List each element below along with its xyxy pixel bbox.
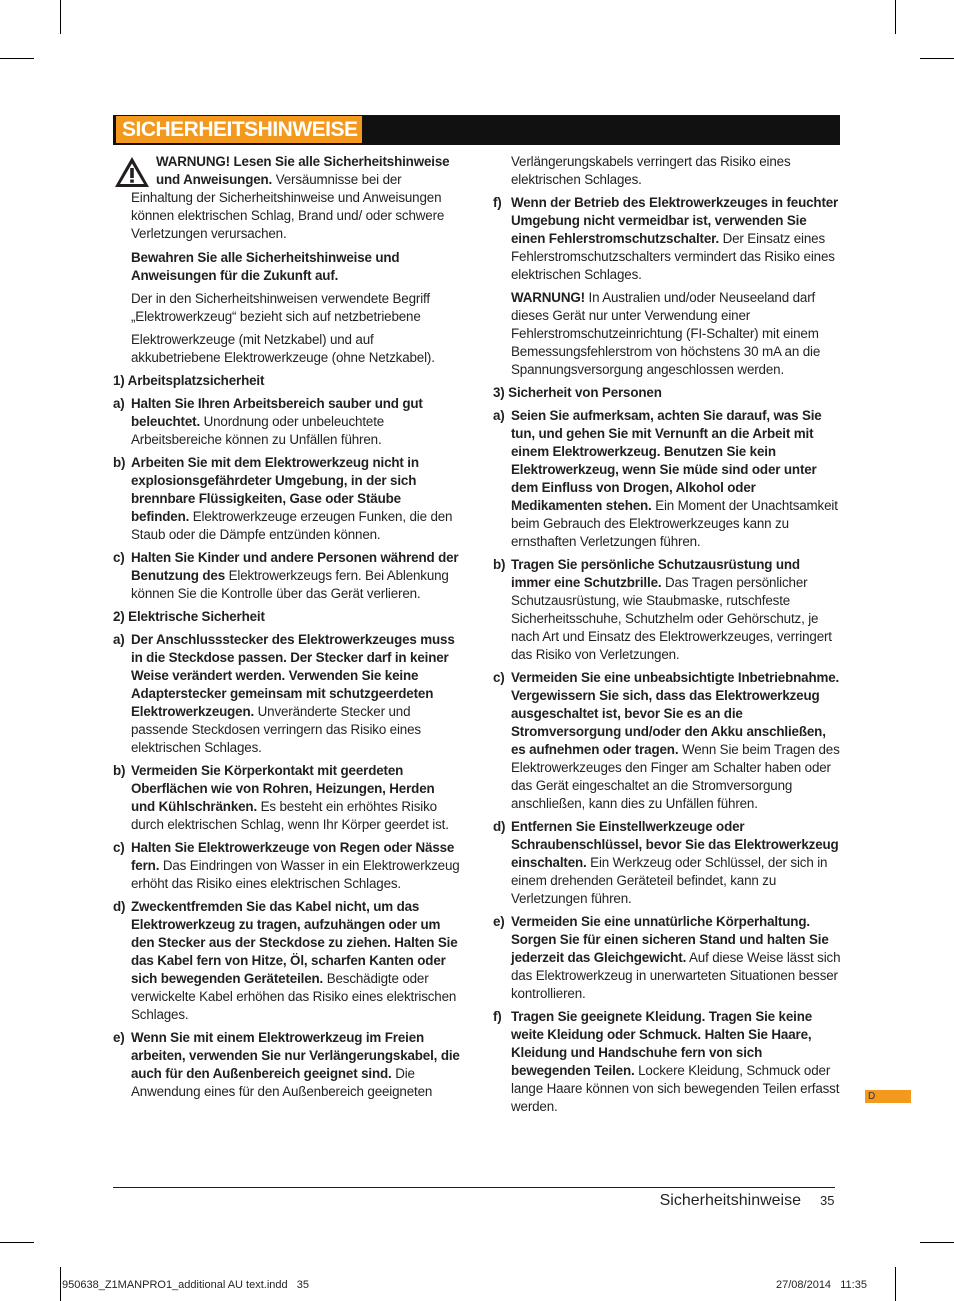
section-heading: 1) Arbeitsplatzsicherheit bbox=[113, 373, 265, 388]
section-heading: 3) Sicherheit von Personen bbox=[493, 385, 662, 400]
left-column bbox=[113, 153, 461, 1106]
list-item: b) Tragen Sie persönliche Schutzausrüstung und immer eine Schutzbrille. Das Tragen persönlicher Schutzausrüstung, wie Staubmaske, rutschfeste Sicherheitsschuhe, Schutzhelm oder Gehörschutz, je nach Art und Einsatz des Elektrowerkzeuges, verringert das Risiko von Verletzungen. bbox=[493, 557, 832, 662]
warning-triangle-icon bbox=[113, 155, 151, 189]
list-item: f) Wenn der Betrieb des Elektrowerkzeuges in feuchter Umgebung nicht vermeidbar ist, verwenden Sie einen Fehlerstromschutzschalter. Der Einsatz eines Fehlerstromschutzschalters vermindert das Risiko eines elektrischen Schlages. bbox=[493, 195, 839, 282]
warning-intro bbox=[113, 153, 461, 243]
crop-mark bbox=[60, 0, 61, 34]
footer-section-name: Sicherheitshinweise bbox=[659, 1192, 801, 1209]
au-warning: WARNUNG! In Australien und/oder Neuseeland darf dieses Gerät nur unter Verwendung einer Fehlerstromschutzeinrichtung (FI-Schalter) mit einem Bemessungsfehlerstrom von höchstens 30 mA an die Spannungsversorgung angeschlossen werden. bbox=[511, 290, 821, 377]
continued-text: Verlängerungskabels verringert das Risiko eines elektrischen Schlages. bbox=[511, 154, 791, 187]
list-item: f) Tragen Sie geeignete Kleidung. Tragen Sie keine weite Kleidung oder Schmuck. Halten Sie Haare, Kleidung und Handschuhe fern von sich bewegenden Teilen. Lockere Kleidung, Schmuck oder lange Haare können von sich bewegenden Teilen erfasst werden. bbox=[493, 1009, 840, 1114]
crop-mark bbox=[0, 58, 34, 59]
list-item: a) Halten Sie Ihren Arbeitsbereich sauber und gut beleuchtet. Unordnung oder unbeleuchtete Arbeitsbereiche können zu Unfällen führen. bbox=[113, 396, 423, 447]
crop-mark bbox=[60, 1267, 61, 1301]
term-paragraph: Der in den Sicherheitshinweisen verwendete Begriff „Elektrowerkzeug“ bezieht sich auf netzbetriebene bbox=[131, 291, 430, 324]
page-title: SICHERHEITSHINWEISE bbox=[116, 116, 362, 143]
crop-mark bbox=[895, 0, 896, 34]
list-item: e) Wenn Sie mit einem Elektrowerkzeug im Freien arbeiten, verwenden Sie nur Verlängerungskabel, die auch für den Außenbereich geeignet sind. Die Anwendung eines für den Außenbereich geeigneten bbox=[113, 1030, 460, 1099]
list-item: d) Entfernen Sie Einstellwerkzeuge oder Schraubenschlüssel, bevor Sie das Elektrowerkzeug einschalten. Ein Werkzeug oder Schlüssel, der sich in einem drehenden Geräteteil befindet, kann zu Verletzungen führen. bbox=[493, 819, 839, 906]
slug-filename: 950638_Z1MANPRO1_additional AU text.indd 35 bbox=[62, 1279, 310, 1291]
list-item: a) Seien Sie aufmerksam, achten Sie darauf, was Sie tun, und gehen Sie mit Vernunft an die Arbeit mit einem Elektrowerkzeug. Benutzen Sie kein Elektrowerkzeug, wenn Sie müde sind oder unter dem Einfluss von Drogen, Alkohol oder Medikamenten stehen. Ein Moment der Unachtsamkeit beim Gebrauch des Elektrowerkzeuges kann zu ernsthaften Verletzungen führen. bbox=[493, 408, 838, 549]
list-item: e) Vermeiden Sie eine unnatürliche Körperhaltung. Sorgen Sie für einen sicheren Stand und halten Sie jederzeit das Gleichgewicht. Auf diese Weise lässt sich das Elektrowerkzeug in unerwarteten Situationen besser kontrollieren. bbox=[493, 914, 841, 1001]
warning-text: WARNUNG! Lesen Sie alle Sicherheitshinweise und Anweisungen. Versäumnisse bei der Einhaltung der Sicherheitshinweise und Anweisungen können elektrischen Schlag, Brand und/ oder schwere Verletzungen verursachen. bbox=[131, 154, 450, 241]
list-item: c) Halten Sie Kinder und andere Personen während der Benutzung des Elektrowerkzeugs fern. Bei Ablenkung können Sie die Kontrolle über das Gerät verlieren. bbox=[113, 550, 459, 601]
list-item: d) Zweckentfremden Sie das Kabel nicht, um das Elektrowerkzeug zu tragen, aufzuhängen oder um den Stecker aus der Steckdose zu ziehen. Halten Sie das Kabel fern von Hitze, Öl, scharfen Kanten oder sich bewegenden Geräteteilen. Beschädigte oder verwickelte Kabel erhöhen das Risiko eines elektrischen Schlages. bbox=[113, 899, 458, 1022]
list-item: b) Arbeiten Sie mit dem Elektrowerkzeug nicht in explosionsgefährdeter Umgebung, in der sich brennbare Flüssigkeiten, Gase oder Stäube befinden. Elektrowerkzeuge erzeugen Funken, die den Staub oder die Dämpfe entzünden können. bbox=[113, 455, 453, 542]
crop-mark bbox=[895, 1267, 896, 1301]
section-heading: 2) Elektrische Sicherheit bbox=[113, 609, 265, 624]
language-tab: D bbox=[865, 1090, 911, 1103]
crop-mark bbox=[920, 58, 954, 59]
keep-instructions: Bewahren Sie alle Sicherheitshinweise und Anweisungen für die Zukunft auf. bbox=[131, 250, 400, 283]
term-paragraph: Elektrowerkzeuge (mit Netzkabel) und auf akkubetriebene Elektrowerkzeuge (ohne Netzkabel). bbox=[131, 332, 435, 365]
list-item: c) Vermeiden Sie eine unbeabsichtigte Inbetriebnahme. Vergewissern Sie sich, dass das Elektrowerkzeug ausgeschaltet ist, bevor Sie es an die Stromversorgung und/oder den Akku anschließen, es aufnehmen oder tragen. Wenn Sie beim Tragen des Elektrowerkzeuges den Finger am Schalter haben oder das Gerät eingeschaltet an die Stromversorgung anschließen, kann dies zu Unfällen führen. bbox=[493, 670, 840, 811]
crop-mark bbox=[0, 1242, 34, 1243]
list-item: b) Vermeiden Sie Körperkontakt mit geerdeten Oberflächen wie von Rohren, Heizungen, Herden und Kühlschränken. Es besteht ein erhöhtes Risiko durch elektrischen Schlag, wenn Ihr Körper geerdet ist. bbox=[113, 763, 449, 832]
right-column bbox=[493, 153, 841, 1121]
page-number: 35 bbox=[820, 1193, 835, 1208]
crop-mark bbox=[920, 1242, 954, 1243]
list-item: a) Der Anschlussstecker des Elektrowerkzeuges muss in die Steckdose passen. Der Stecker darf in keiner Weise verändert werden. Verwenden Sie keine Adapterstecker gemeinsam mit schutzgeerdeten Elektrowerkzeugen. Unveränderte Stecker und passende Steckdosen verringern das Risiko eines elektrischen Schlages. bbox=[113, 632, 455, 755]
header-bar bbox=[113, 115, 840, 145]
slug-date: 27/08/2014 11:35 bbox=[776, 1279, 867, 1291]
list-item: c) Halten Sie Elektrowerkzeuge von Regen oder Nässe fern. Das Eindringen von Wasser in ein Elektrowerkzeug erhöht das Risiko eines elektrischen Schlages. bbox=[113, 840, 460, 891]
footer-divider bbox=[113, 1187, 835, 1188]
